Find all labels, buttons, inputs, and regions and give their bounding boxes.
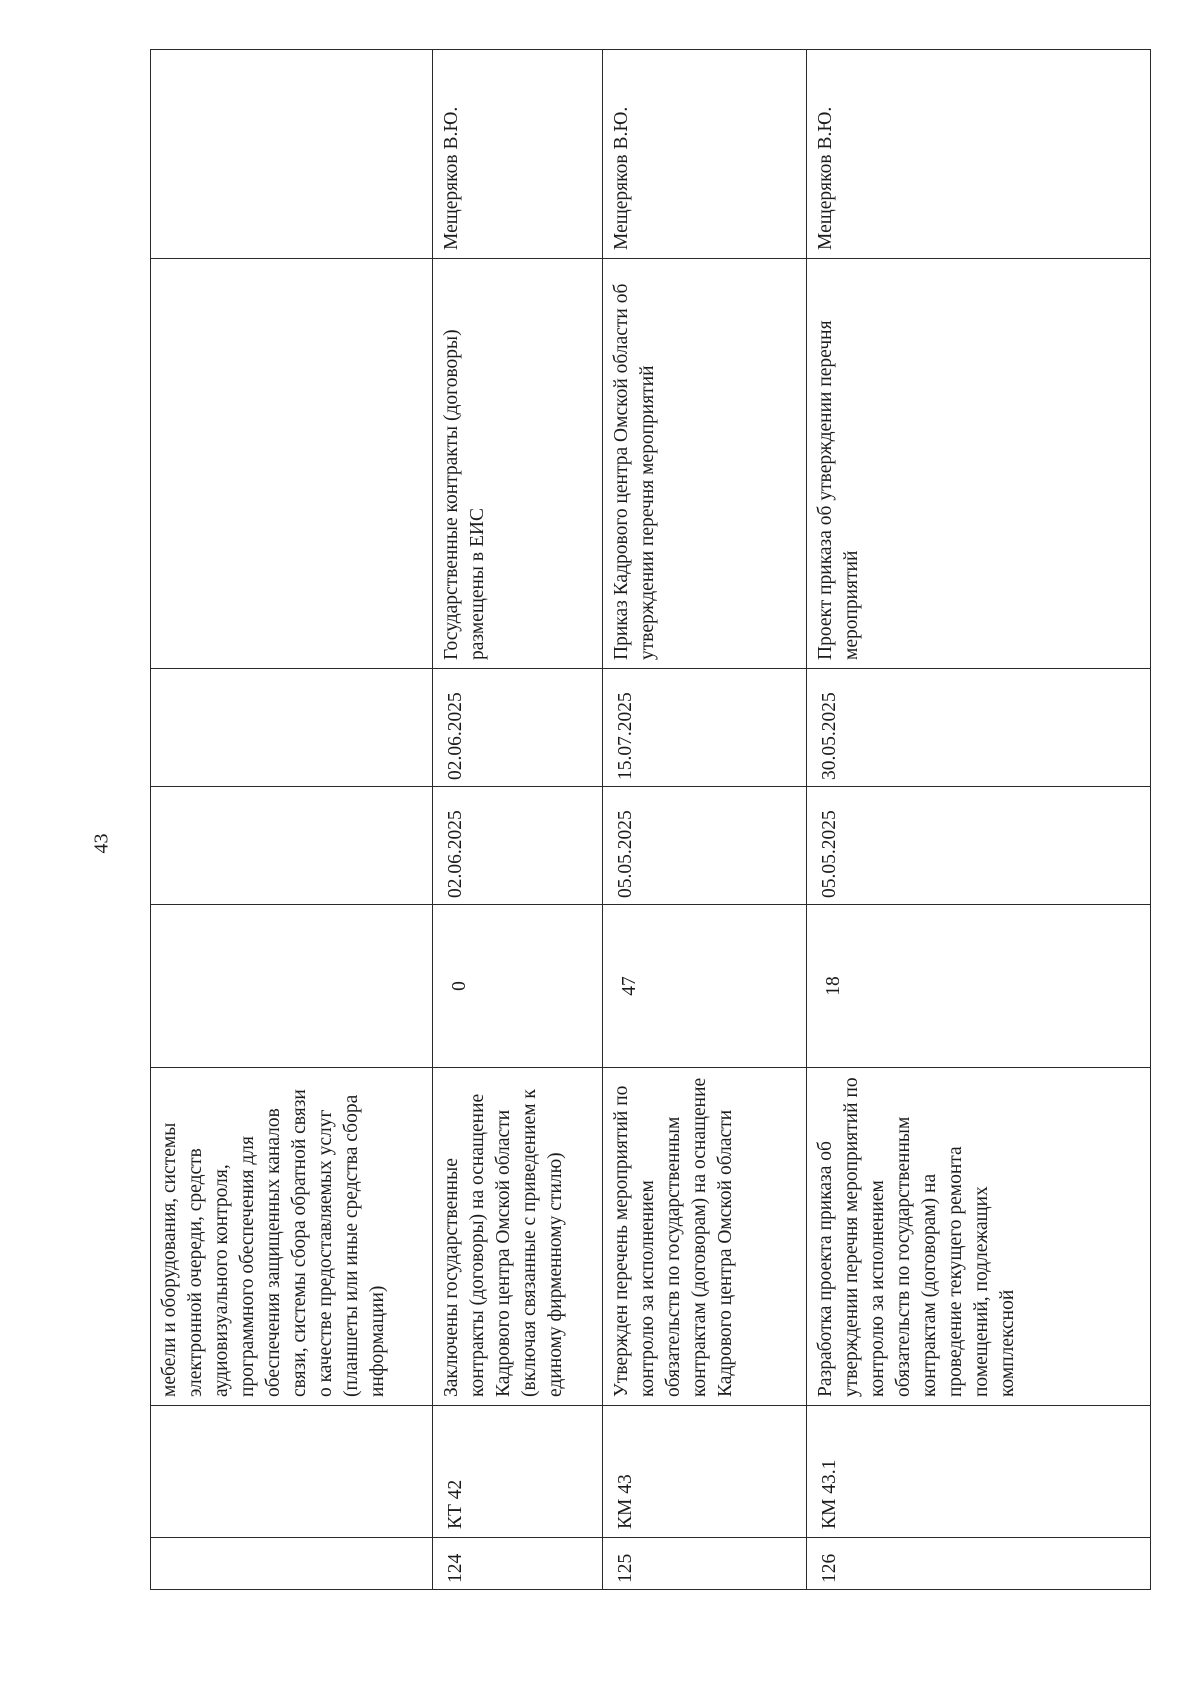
cell-code: КМ 43.1 — [807, 1406, 1151, 1538]
table-row-continuation — [151, 50, 433, 1590]
cell-end — [151, 669, 433, 787]
cell-result: Государственные контракты (договоры) размещены в ЕИС — [433, 259, 603, 669]
table-row — [433, 50, 603, 1590]
cell-name: Заключены государственные контракты (договоры) на оснащение Кадрового центра Омской области (включая связанные с приведением к единому фирменному стилю) — [433, 1068, 603, 1406]
cell-responsible: Мещеряков В.Ю. — [807, 50, 1151, 259]
cell-result: Проект приказа об утверждении перечня мероприятий — [807, 259, 1151, 669]
cell-responsible: Мещеряков В.Ю. — [603, 50, 807, 259]
cell-no: 125 — [603, 1538, 807, 1590]
cell-code — [151, 1406, 433, 1538]
cell-value: 0 — [433, 905, 603, 1068]
cell-end: 30.05.2025 — [807, 669, 1151, 787]
page-number: 43 — [90, 833, 113, 854]
cell-result — [151, 259, 433, 669]
cell-code: КТ 42 — [433, 1406, 603, 1538]
cell-result: Приказ Кадрового центра Омской области об утверждении перечня мероприятий — [603, 259, 807, 669]
cell-responsible: Мещеряков В.Ю. — [433, 50, 603, 259]
table-row — [807, 50, 1151, 1590]
cell-code: КМ 43 — [603, 1406, 807, 1538]
cell-end: 15.07.2025 — [603, 669, 807, 787]
table-row — [603, 50, 807, 1590]
cell-responsible — [151, 50, 433, 259]
cell-no: 126 — [807, 1538, 1151, 1590]
cell-name: Разработка проекта приказа об утверждении перечня мероприятий по контролю за исполнением обязательств по государственным контрактам (договорам) на проведение текущего ремонта помещений, подлежащих комплексной — [807, 1068, 1151, 1406]
cell-value: 18 — [807, 905, 1151, 1068]
cell-no — [151, 1538, 433, 1590]
cell-no: 124 — [433, 1538, 603, 1590]
cell-start: 05.05.2025 — [807, 787, 1151, 905]
cell-value: 47 — [603, 905, 807, 1068]
cell-name: мебели и оборудования, системы электронной очереди, средств аудиовизуального контроля, программного обеспечения для обеспечения защищенных каналов связи, системы сбора обратной связи о качестве предоставляемых услуг (планшеты или иные средства сбора информации) — [151, 1068, 433, 1406]
cell-name: Утвержден перечень мероприятий по контролю за исполнением обязательств по государственным контрактам (договорам) на оснащение Кадрового центра Омской области — [603, 1068, 807, 1406]
cell-value — [151, 905, 433, 1068]
cell-start: 05.05.2025 — [603, 787, 807, 905]
cell-end: 02.06.2025 — [433, 669, 603, 787]
activities-table — [150, 49, 1151, 1590]
cell-start: 02.06.2025 — [433, 787, 603, 905]
rotated-table-sheet — [150, 50, 1150, 1590]
cell-start — [151, 787, 433, 905]
